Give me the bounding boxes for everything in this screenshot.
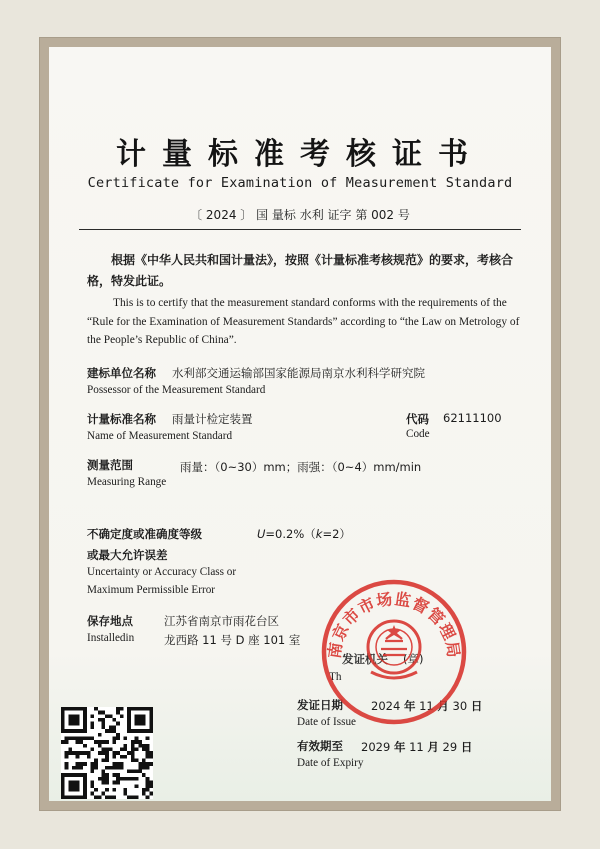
location-value-line1: 江苏省南京市雨花台区 [164,614,279,628]
intro-english: This is to certify that the measurement standard conforms with the requirements of the “Rule for the Examination of Measurement Standards” according to “the Law on Metrology of the People’s Republic of China”. [87,297,520,347]
uncertainty-label-cn-2: 或最大允许误差 [87,548,168,562]
certificate-paper [49,47,551,801]
coverage-factor-symbol: k [315,527,323,541]
standard-name-value: 雨量计检定装置 [172,412,253,426]
code-label-en: Code [406,428,430,440]
issue-date-label-en: Date of Issue [297,716,357,728]
measuring-range-label-cn: 测量范围 [87,458,133,472]
issuer-label-en: Th [329,671,342,683]
expiry-date-label-en: Date of Expiry [297,757,364,769]
issue-year: 2024 [371,699,401,713]
location-value-line2: 龙西路 11 号 D 座 101 室 [164,633,301,647]
title-english: Certificate for Examination of Measurement Standard [87,175,513,191]
issue-day-char: 日 [470,699,483,713]
standard-name-label-cn: 计量标准名称 [87,412,156,426]
certificate-number: 〔 2024 〕 国 量标 水利 证字 第 002 号 [190,208,410,222]
uncertainty-label-en-2: Maximum Permissible Error [87,584,216,596]
title-divider [79,229,521,230]
uncertainty-label-cn-1: 不确定度或准确度等级 [87,527,202,541]
issue-year-char: 年 [403,699,416,713]
uncertainty-value [257,526,351,542]
expiry-month-char: 月 [427,740,439,754]
uncertainty-label-en-1: Uncertainty or Accuracy Class or [87,566,237,578]
possessor-label-cn: 建标单位名称 [87,366,156,380]
expiry-month: 11 [409,740,424,754]
qr-code[interactable] [61,707,153,799]
coverage-factor-value: =2） [322,527,351,541]
measuring-range-label-en: Measuring Range [87,476,167,488]
expiry-day: 29 [442,740,458,754]
expiry-date-label-cn: 有效期至 [297,739,343,753]
uncertainty-symbol: U [257,527,266,541]
seal-outer-ring [324,582,464,722]
code-value: 62111100 [443,411,502,425]
intro-chinese: 根据《中华人民共和国计量法》，按照《计量标准考核规范》的要求，考核合格，特发此证。 [87,253,514,288]
expiry-day-char: 日 [460,740,473,754]
location-label-cn: 保存地点 [87,614,133,628]
possessor-label-en: Possessor of the Measurement Standard [87,384,266,396]
standard-name-label-en: Name of Measurement Standard [87,430,233,442]
expiry-year-char: 年 [393,740,406,754]
location-label-en: Installedin [87,632,135,644]
possessor-value: 水利部交通运输部国家能源局南京水利科学研究院 [172,366,425,380]
issue-month: 11 [419,699,434,713]
measuring-range-value: 雨量：（0~30）mm；雨强：（0~4）mm/min [180,460,422,474]
seal-text-path: 南京市市场监督管理局 [324,589,464,660]
issuer-seal-note: (章) [403,652,424,666]
code-label-cn: 代码 [406,412,429,426]
issue-day: 30 [452,699,468,713]
uncertainty-number: =0.2%（ [265,527,316,541]
official-seal [319,577,469,727]
expiry-year: 2029 [361,740,391,754]
title-chinese: 计量标准考核证书 [116,137,484,172]
issue-month-char: 月 [437,699,449,713]
expiry-date-value [361,739,472,755]
issue-date-label-cn: 发证日期 [297,698,343,712]
certificate-border [40,38,560,810]
issuer-label-cn: 发证机关 [342,652,388,666]
